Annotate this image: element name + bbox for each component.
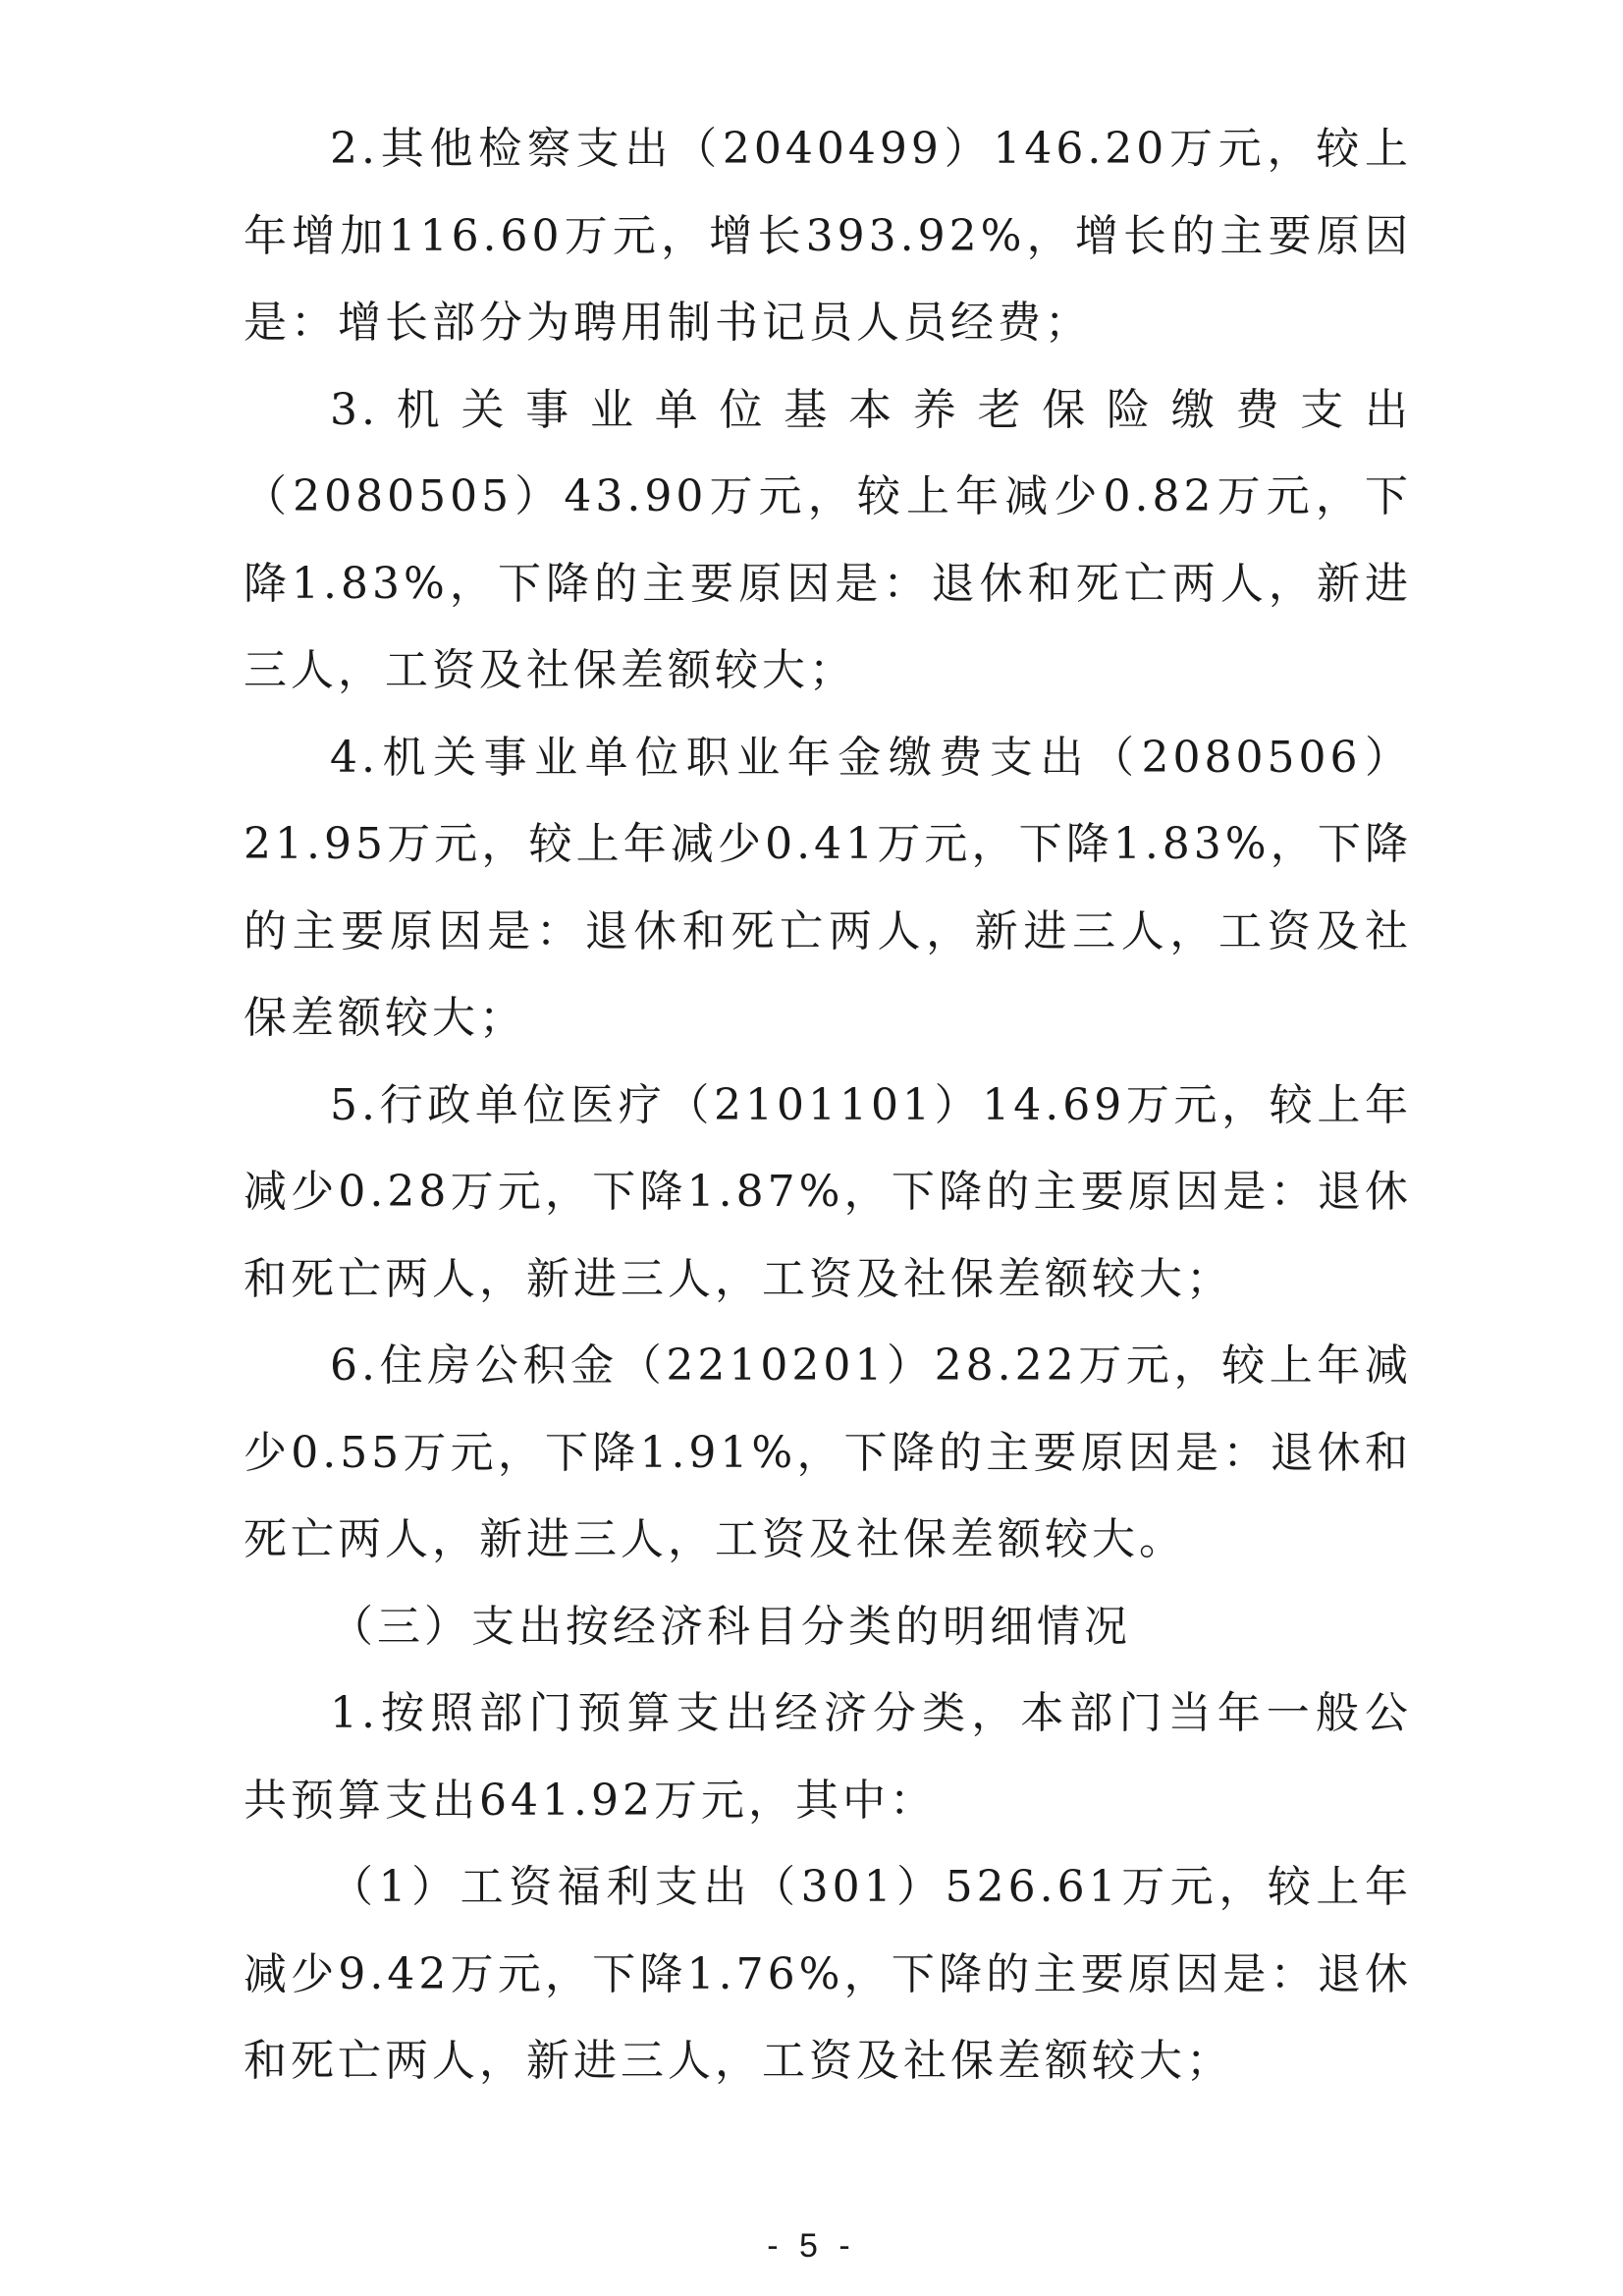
paragraph-wage-welfare-expenditure: （1）工资福利支出（301）526.61万元，较上年减少9.42万元，下降1.76%，下降的主要原因是：退休和死亡两人，新进三人，工资及社保差额较大；: [243, 1862, 1412, 2086]
paragraph-housing-fund: 6.住房公积金（2210201）28.22万元，较上年减少0.55万元，下降1.91%，下降的主要原因是：退休和死亡两人，新进三人，工资及社保差额较大。: [243, 1340, 1412, 1564]
body-text: [243, 106, 1412, 2105]
paragraph-general-budget-expenditure: 1.按照部门预算支出经济分类，本部门当年一般公共预算支出641.92万元，其中：: [243, 1688, 1412, 1826]
paragraph-pension-insurance: 3.机关事业单位基本养老保险缴费支出（2080505）43.90万元，较上年减少0.82万元，下降1.83%，下降的主要原因是：退休和死亡两人，新进三人，工资及社保差额较大；: [243, 384, 1412, 695]
page-number: - 5 -: [767, 2227, 856, 2265]
paragraph-medical-care: 5.行政单位医疗（2101101）14.69万元，较上年减少0.28万元，下降1.87%，下降的主要原因是：退休和死亡两人，新进三人，工资及社保差额较大；: [243, 1079, 1412, 1304]
paragraph-other-procuratorial-expenditure: 2.其他检察支出（2040499）146.20万元，较上年增加116.60万元，增长393.92%，增长的主要原因是：增长部分为聘用制书记员人员经费；: [243, 124, 1412, 348]
paragraph-occupational-annuity: 4.机关事业单位职业年金缴费支出（2080506）21.95万元，较上年减少0.41万元，下降1.83%，下降的主要原因是：退休和死亡两人，新进三人，工资及社保差额较大；: [243, 732, 1412, 1043]
section-heading-economic-classification: （三）支出按经济科目分类的明细情况: [330, 1601, 1131, 1652]
